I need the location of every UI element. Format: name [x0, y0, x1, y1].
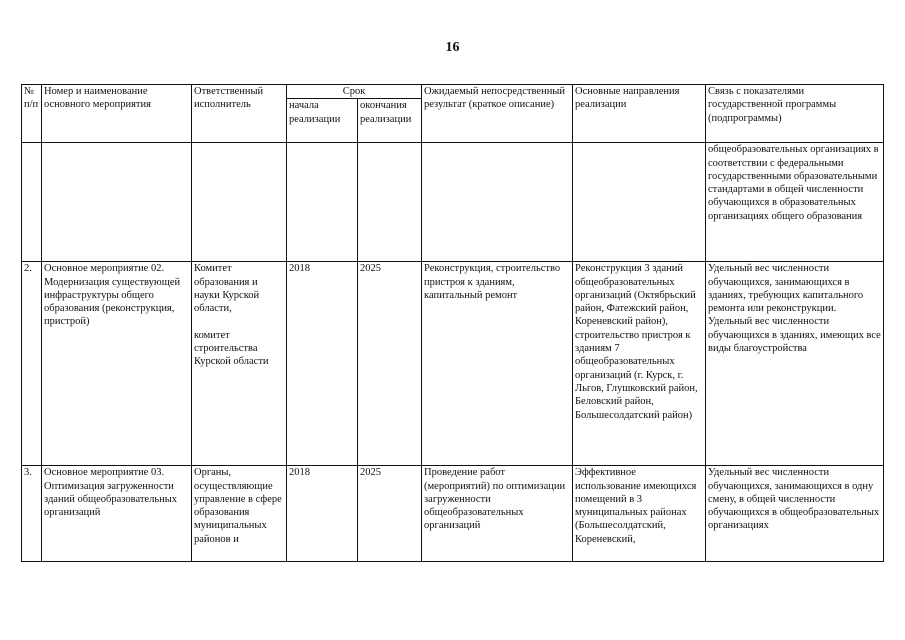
cell-directions: Реконструкция 3 зданий общеобразовательных организаций (Октябрьский район, Фатежский район, Кореневский район), строительство пристроя к зданиям 7 общеобразовательных организаций (г. Курск, г. Льгов, Глушковский район, Беловский район, Большесолдатский район) [573, 262, 706, 466]
cell-end [358, 143, 422, 262]
cell-num [22, 143, 42, 262]
cell-result [422, 143, 573, 262]
cell-responsible: Органы, осуществляющие управление в сфере образования муниципальных районов и [192, 466, 287, 562]
cell-start [287, 143, 358, 262]
cell-link: общеобразовательных организациях в соответствии с федеральными государственными образовательными стандартами в общей численности обучающихся в образовательных организациях общего образования [706, 143, 884, 262]
activities-table [21, 84, 884, 562]
header-directions: Основные направления реализации [573, 85, 706, 143]
cell-num: 2. [22, 262, 42, 466]
header-name: Номер и наименование основного мероприятия [42, 85, 192, 143]
table-row [22, 262, 884, 466]
header-result: Ожидаемый непосредственный результат (краткое описание) [422, 85, 573, 143]
page-number: 16 [445, 40, 460, 55]
cell-start: 2018 [287, 262, 358, 466]
cell-num: 3. [22, 466, 42, 562]
cell-link: Удельный вес численности обучающихся, занимающихся в зданиях, требующих капитального ремонта или реконструкции. Удельный вес численности обучающихся в зданиях, имеющих все виды благоустройства [706, 262, 884, 466]
header-term-start: начала реализации [287, 99, 358, 143]
cell-result: Реконструкция, строительство пристроя к зданиям, капитальный ремонт [422, 262, 573, 466]
header-num: № п/п [22, 85, 42, 143]
cell-name: Основное мероприятие 03. Оптимизация загруженности зданий общеобразовательных организаций [42, 466, 192, 562]
cell-responsible [192, 143, 287, 262]
header-term-end: окончания реализации [358, 99, 422, 143]
header-link: Связь с показателями государственной программы (подпрограммы) [706, 85, 884, 143]
cell-directions [573, 143, 706, 262]
table-row [22, 466, 884, 562]
cell-end: 2025 [358, 466, 422, 562]
cell-name [42, 143, 192, 262]
header-row-1 [22, 85, 884, 99]
cell-start: 2018 [287, 466, 358, 562]
cell-link: Удельный вес численности обучающихся, занимающихся в одну смену, в общей численности обучающихся в общеобразовательных организациях [706, 466, 884, 562]
cell-end: 2025 [358, 262, 422, 466]
header-responsible: Ответственный исполнитель [192, 85, 287, 143]
cell-result: Проведение работ (мероприятий) по оптимизации загруженности общеобразовательных организаций [422, 466, 573, 562]
table-row [22, 143, 884, 262]
cell-directions: Эффективное использование имеющихся помещений в 3 муниципальных районах (Большесолдатский, Кореневский, [573, 466, 706, 562]
header-term: Срок [287, 85, 422, 99]
cell-name: Основное мероприятие 02. Модернизация существующей инфраструктуры общего образования (реконструкция, пристрой) [42, 262, 192, 466]
cell-responsible: Комитет образования и науки Курской области, комитет строительства Курской области [192, 262, 287, 466]
